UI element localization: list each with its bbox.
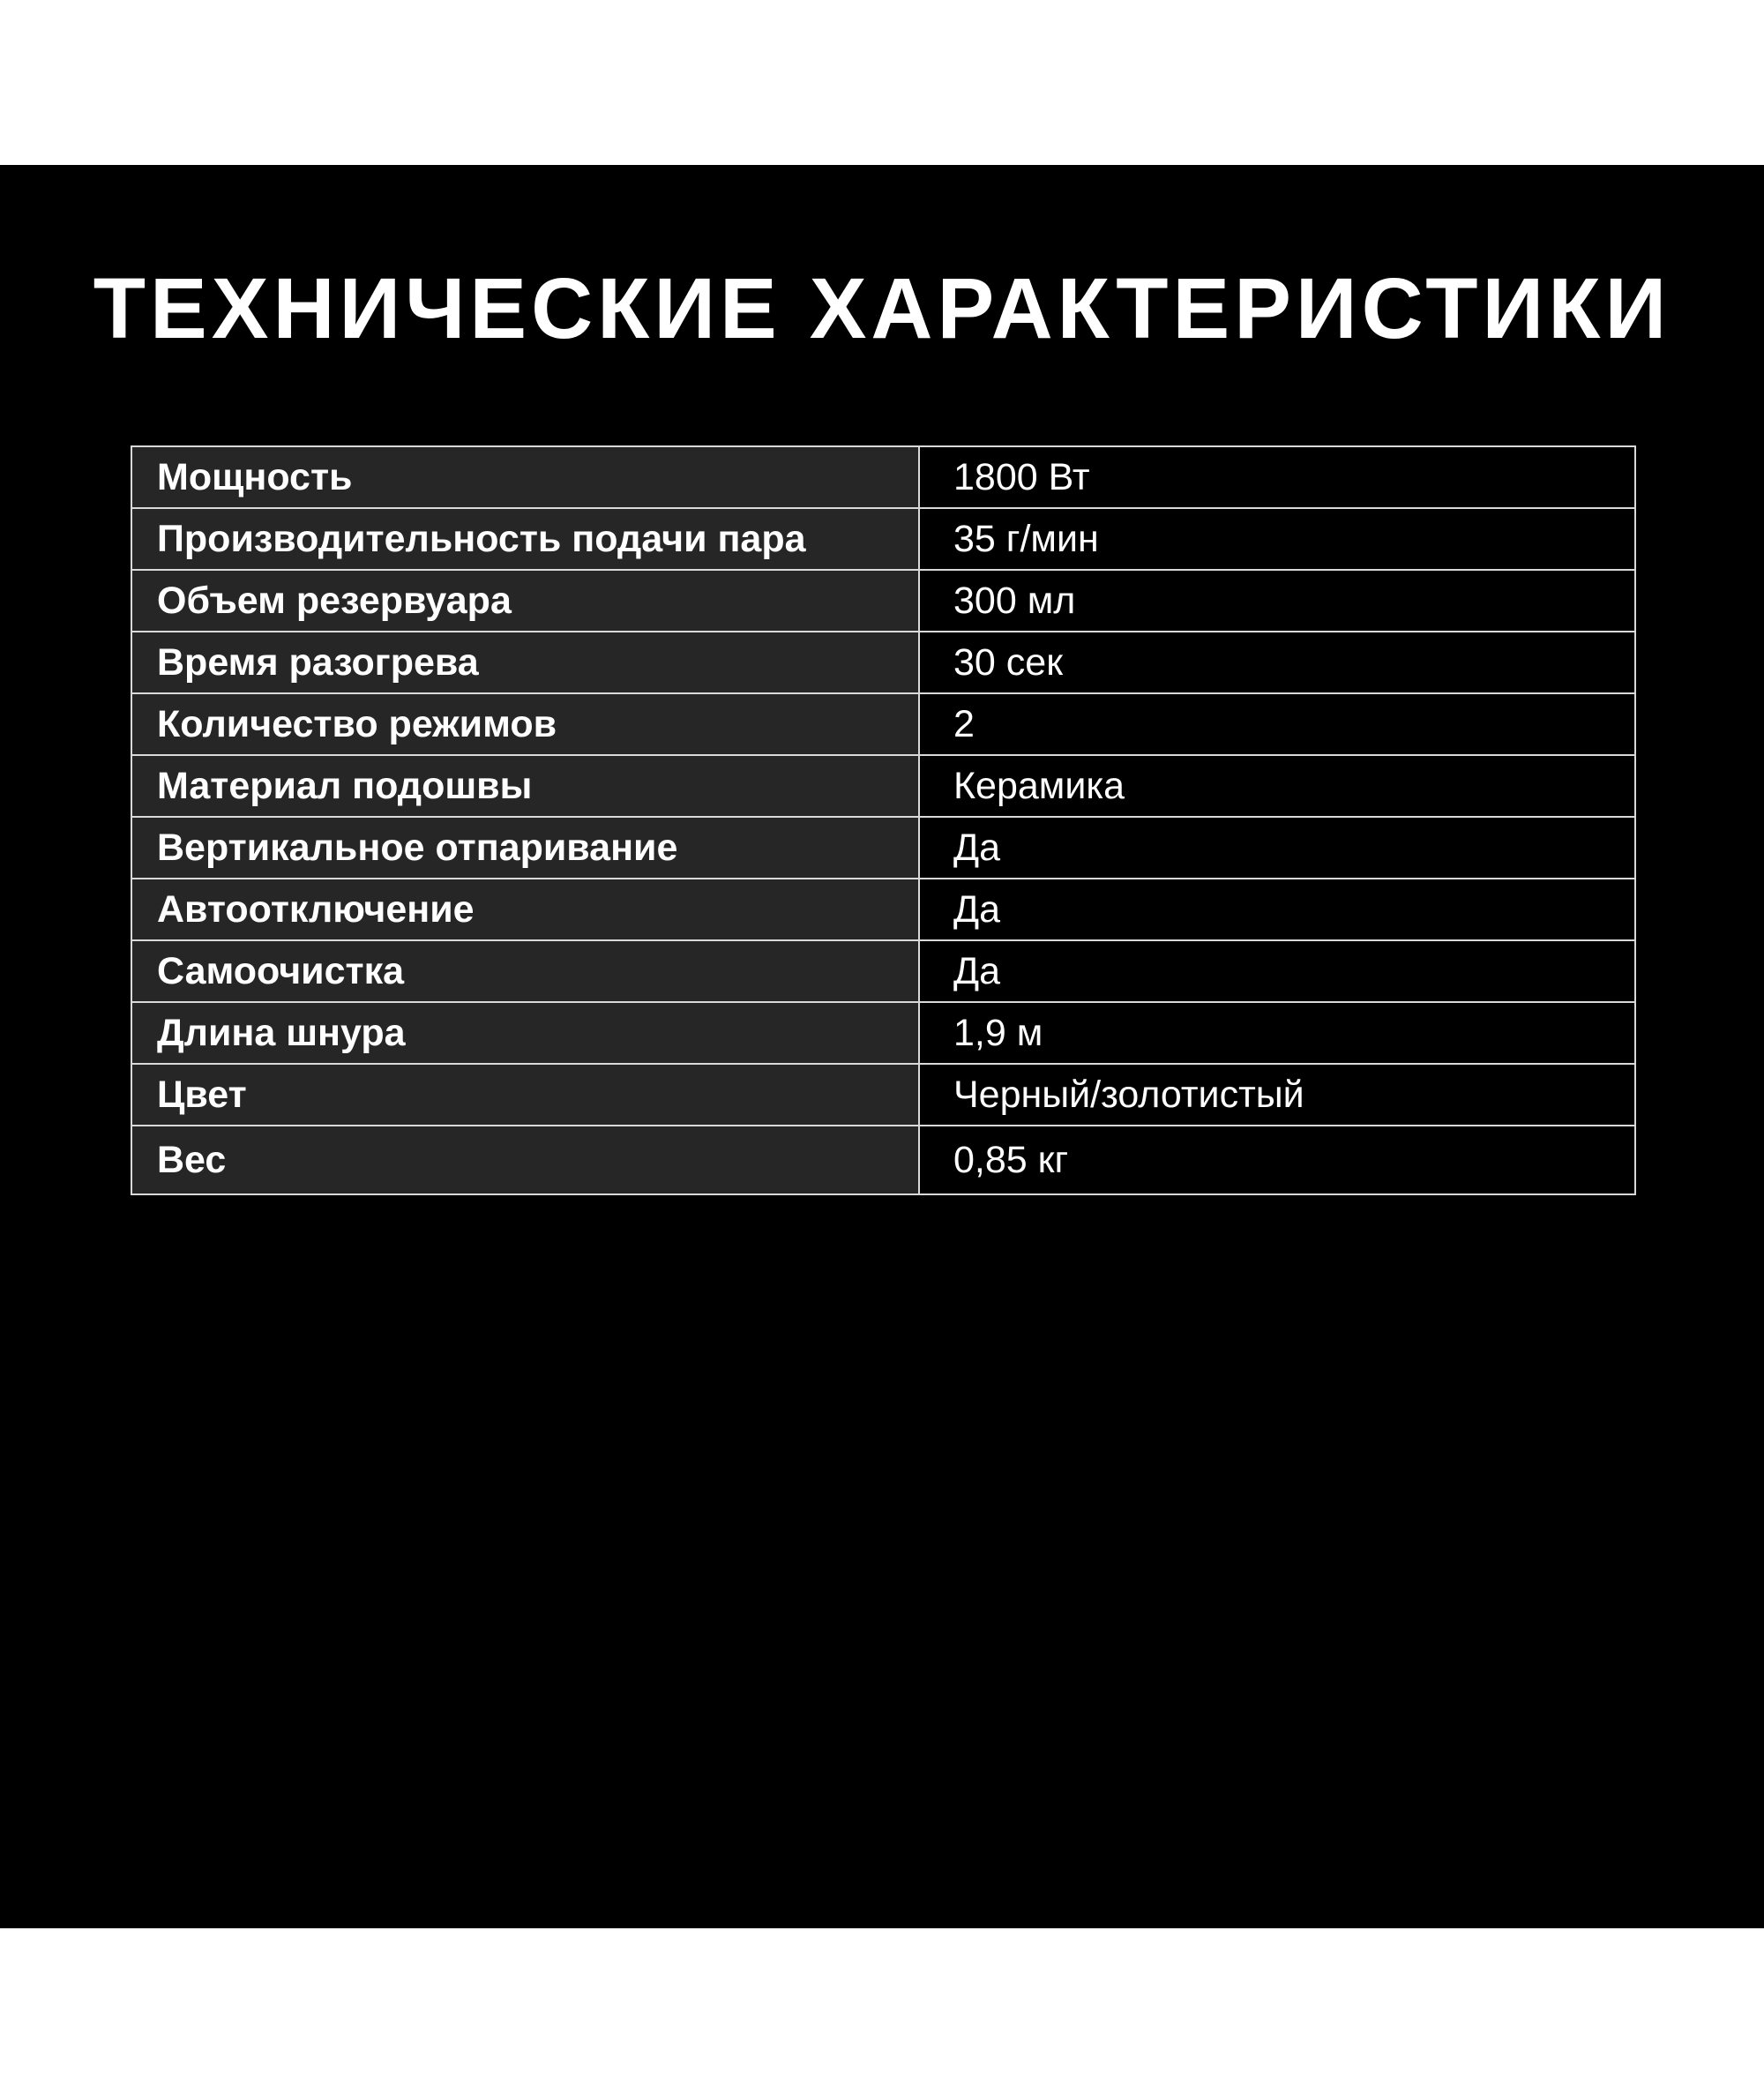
- table-row: [131, 446, 1635, 508]
- spec-label: Вертикальное отпаривание: [131, 817, 919, 879]
- spec-value: 30 сек: [919, 632, 1635, 693]
- spec-value: Да: [919, 940, 1635, 1002]
- table-row: [131, 1126, 1635, 1194]
- table-row: [131, 693, 1635, 755]
- spec-value: 2: [919, 693, 1635, 755]
- spec-label: Цвет: [131, 1064, 919, 1126]
- table-row: [131, 508, 1635, 570]
- spec-value: 35 г/мин: [919, 508, 1635, 570]
- spec-value: 300 мл: [919, 570, 1635, 632]
- table-row: [131, 879, 1635, 940]
- table-row: [131, 632, 1635, 693]
- table-row: [131, 1002, 1635, 1064]
- spec-label: Самоочистка: [131, 940, 919, 1002]
- spec-label: Вес: [131, 1126, 919, 1194]
- spec-value: Да: [919, 817, 1635, 879]
- spec-label: Время разогрева: [131, 632, 919, 693]
- table-row: [131, 817, 1635, 879]
- spec-label: Материал подошвы: [131, 755, 919, 817]
- page-title: ТЕХНИЧЕСКИЕ ХАРАКТЕРИСТИКИ: [93, 260, 1671, 356]
- table-row: [131, 755, 1635, 817]
- spec-label: Длина шнура: [131, 1002, 919, 1064]
- table-row: [131, 1064, 1635, 1126]
- spec-label: Количество режимов: [131, 693, 919, 755]
- spec-value: 0,85 кг: [919, 1126, 1635, 1194]
- spec-value: Да: [919, 879, 1635, 940]
- spec-label: Мощность: [131, 446, 919, 508]
- spec-value: Керамика: [919, 755, 1635, 817]
- table-row: [131, 940, 1635, 1002]
- spec-value: Черный/золотистый: [919, 1064, 1635, 1126]
- spec-label: Объем резервуара: [131, 570, 919, 632]
- spec-label: Производительность подачи пара: [131, 508, 919, 570]
- spec-table: [131, 445, 1636, 1195]
- spec-label: Автоотключение: [131, 879, 919, 940]
- table-row: [131, 570, 1635, 632]
- spec-value: 1,9 м: [919, 1002, 1635, 1064]
- spec-value: 1800 Вт: [919, 446, 1635, 508]
